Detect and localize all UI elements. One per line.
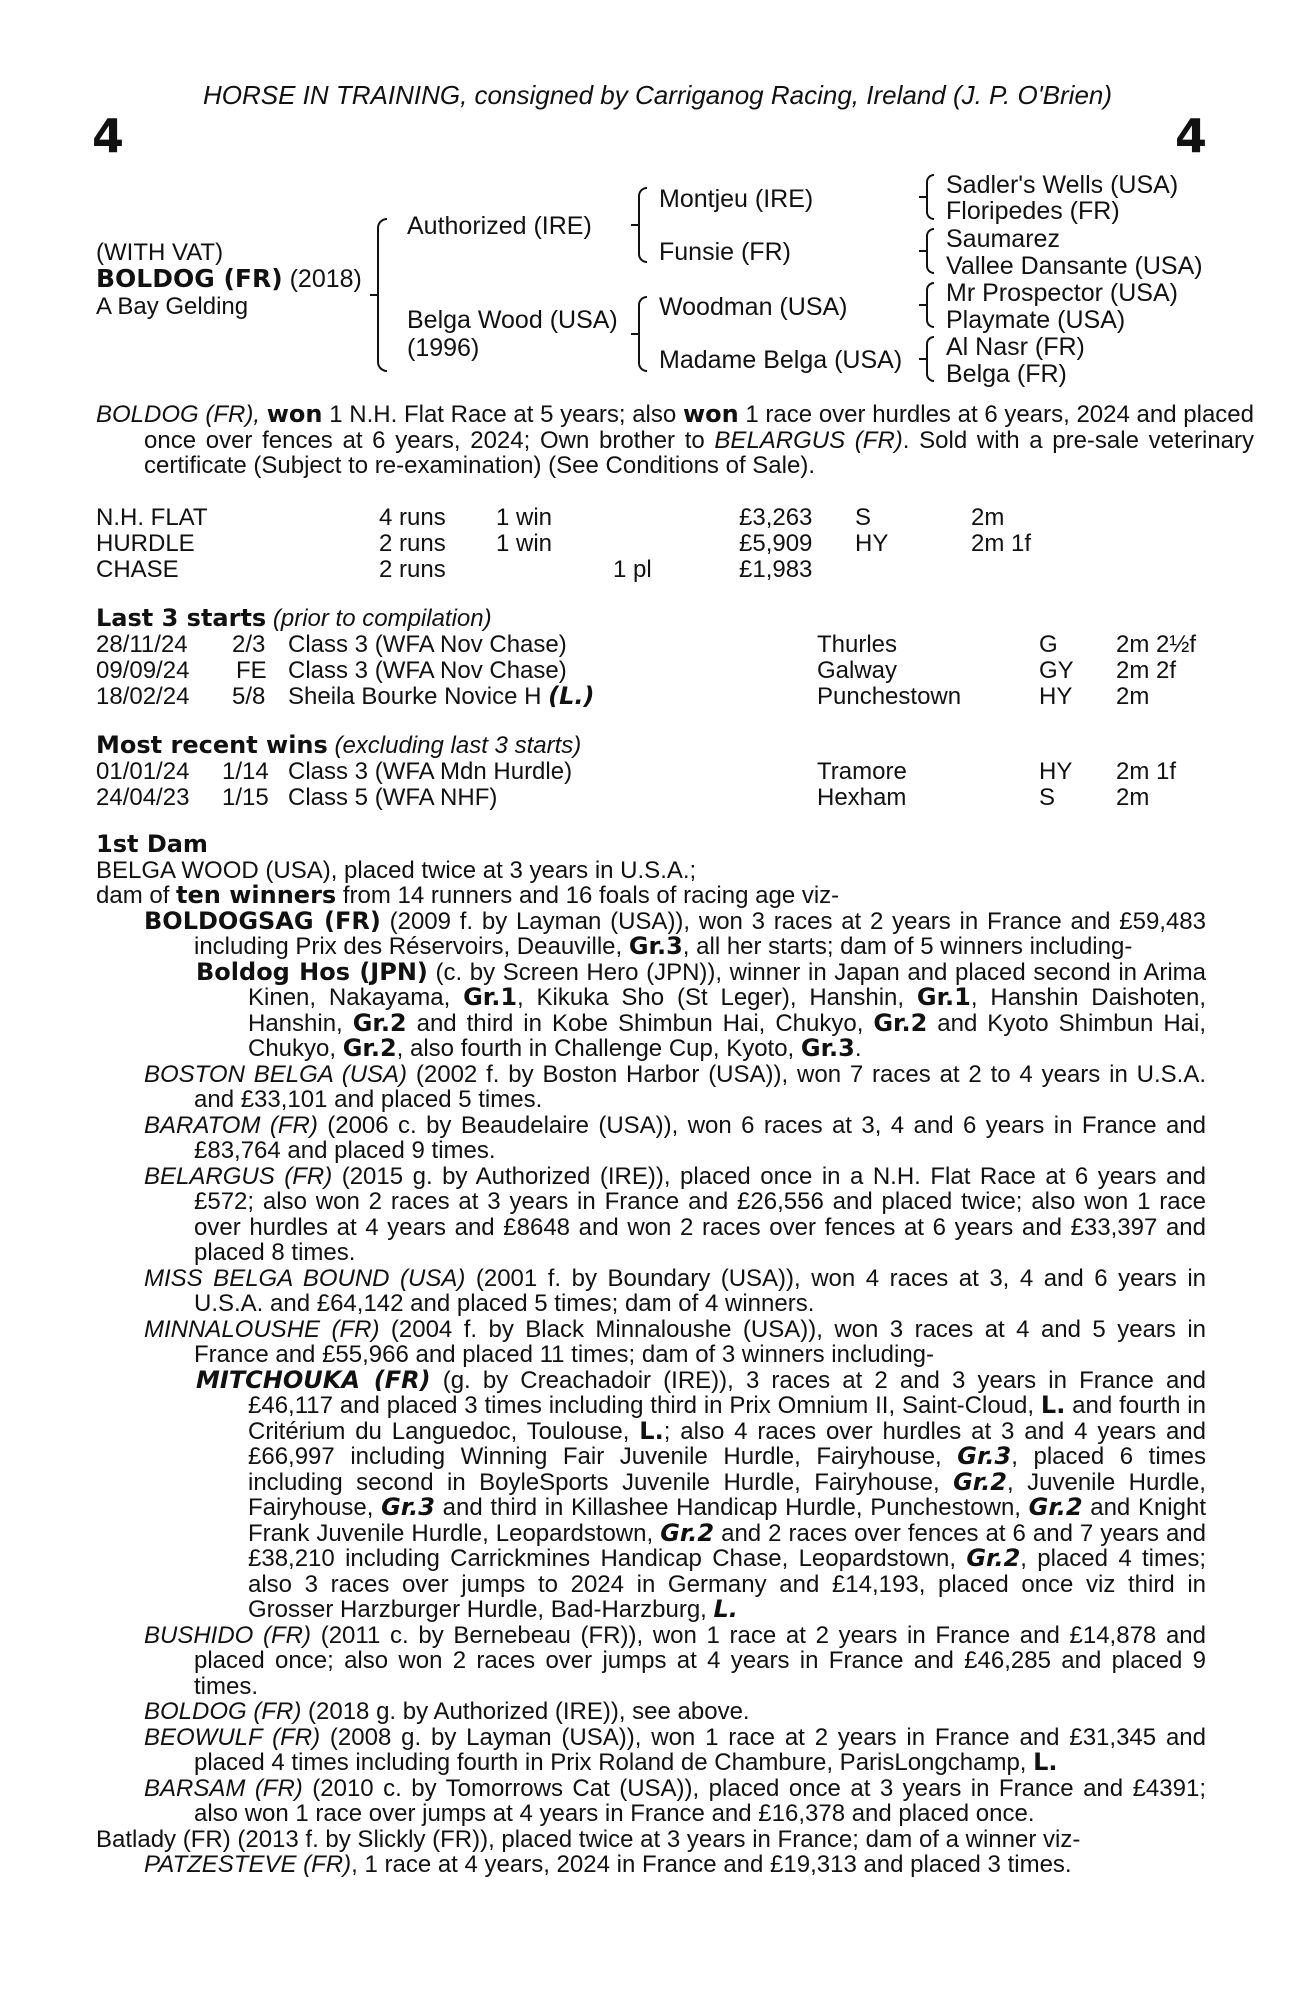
- lot-number-left: 4: [92, 109, 125, 163]
- pedigree-brace-1: [377, 218, 387, 372]
- sire-dam-dam: Vallee Dansante (USA): [946, 252, 1203, 280]
- produce-name: BOLDOG (FR): [144, 1698, 302, 1725]
- record-wins: 1 win: [496, 504, 553, 531]
- text: (2018 g. by Authorized (IRE)), see above.: [301, 1698, 750, 1725]
- listed-marker: L.: [1040, 1391, 1066, 1419]
- sire-sire: Montjeu (IRE): [659, 185, 814, 213]
- text: and third in Kobe Shimbun Hai, Chukyo,: [406, 1009, 874, 1037]
- pedigree-brace-dam: [638, 296, 647, 372]
- start-date: 09/09/24: [96, 657, 190, 684]
- first-dam-heading: 1st Dam: [96, 830, 208, 858]
- text: (2001 f. by Boundary (USA)), won 4 races at 3, 4 and 6 years in U.S.A. and £64,142 and placed 5 times; dam of 4 winners.: [194, 1264, 1206, 1317]
- start-going: GY: [1039, 657, 1074, 684]
- produce-entry: [96, 1317, 1206, 1368]
- record-type: CHASE: [96, 556, 179, 583]
- win-course: Tramore: [817, 758, 907, 785]
- text: and Kyoto Shimbun Hai, Chukyo,: [248, 1009, 1206, 1062]
- produce-entry: [96, 1699, 1206, 1725]
- text: from 14 runners and 16 foals of racing age viz-: [336, 882, 840, 909]
- text: , also fourth in Challenge Cup, Kyoto,: [396, 1035, 801, 1062]
- grade: Gr.1: [463, 983, 518, 1011]
- produce-name: BOLDOGSAG (FR): [144, 906, 381, 935]
- listed-marker: L.: [1033, 1748, 1058, 1776]
- text: (2002 f. by Boston Harbor (USA)), won 7 races at 2 to 4 years in U.S.A. and £33,101 and placed 5 times.: [194, 1060, 1206, 1113]
- lot-number-right: 4: [1174, 109, 1207, 163]
- win-position: 1/14: [222, 758, 269, 785]
- dam-produce-intro: [96, 883, 1206, 909]
- produce-name: Boldog Hos (JPN): [196, 957, 428, 986]
- horse-name: BOLDOG (FR): [96, 264, 283, 293]
- summary-won: won: [682, 400, 739, 428]
- text: (2008 g. by Layman (USA)), won 1 race at 2 years in France and £31,345 and placed 4 times including fourth in Prix Roland de Chambure, ParisLongchamp,: [194, 1723, 1206, 1776]
- summary-text: 1 race over hurdles at 6 years, 2024 and placed once over fences at 6 years, 2024; Own brother to: [144, 401, 1254, 454]
- text: , Juvenile Hurdle, Fairyhouse,: [248, 1468, 1206, 1521]
- dam: Belga Wood (USA): [407, 306, 618, 334]
- listed-marker: L.: [639, 1416, 664, 1445]
- win-distance: 2m 1f: [1116, 758, 1177, 785]
- produce-name: BOSTON BELGA (USA): [144, 1060, 408, 1088]
- record-type: HURDLE: [96, 530, 195, 557]
- text: , all her starts; dam of 5 winners including-: [682, 933, 1133, 960]
- start-going: HY: [1039, 683, 1073, 710]
- last-3-starts: [96, 606, 1216, 712]
- win-distance: 2m: [1116, 784, 1150, 811]
- pedigree-brace-sd: [926, 228, 934, 274]
- grade: Gr.3: [381, 1493, 435, 1521]
- text: ; also 4 races over hurdles at 3 and 4 years and £66,997 including Winning Fair Juvenile Hurdle, Fairyhouse,: [248, 1417, 1206, 1470]
- grade: Gr.2: [953, 1467, 1008, 1496]
- sire: Authorized (IRE): [407, 212, 592, 240]
- dam-dam: Madame Belga (USA): [659, 346, 903, 374]
- text: and 2 races over fences at 6 and 7 years and £38,210 including Carrickmines Handicap Chase, Leopardstown,: [248, 1519, 1206, 1572]
- win-race: Class 3 (WFA Mdn Hurdle): [288, 758, 573, 785]
- text: , 1 race at 4 years, 2024 in France and £19,313 and placed 3 times.: [351, 1851, 1072, 1878]
- section-note: (excluding last 3 starts): [334, 732, 582, 759]
- page-header: HORSE IN TRAINING, consigned by Carriganog Racing, Ireland (J. P. O'Brien): [202, 80, 1113, 110]
- text: (2006 c. by Beaudelaire (USA)), won 6 races at 3, 4 and 6 years in France and £83,764 and placed 9 times.: [194, 1111, 1207, 1164]
- grade: Gr.3: [957, 1442, 1012, 1470]
- summary-text: 1 N.H. Flat Race at 5 years; also: [322, 401, 683, 428]
- horse-title: [96, 266, 362, 292]
- text: (g. by Creachadoir (IRE)), 3 races at 2 and 3 years in France and £46,117 and placed 3 times including third in Prix Omnium II, Saint-Cloud,: [248, 1366, 1206, 1419]
- win-going: HY: [1039, 758, 1073, 785]
- produce-entry: [96, 1266, 1206, 1317]
- sire-dam: Funsie (FR): [659, 238, 791, 266]
- produce-entry: [96, 1852, 1206, 1878]
- grade: Gr.2: [966, 1544, 1021, 1572]
- win-course: Hexham: [817, 784, 907, 811]
- produce-entry: [96, 1164, 1206, 1266]
- record-runs: 2 runs: [379, 530, 446, 557]
- ten-winners: ten winners: [176, 881, 337, 909]
- start-date: 18/02/24: [96, 683, 190, 710]
- sire-sire-sire: Sadler's Wells (USA): [946, 171, 1179, 199]
- record-type: N.H. FLAT: [96, 504, 208, 531]
- listed-marker: L.: [713, 1595, 738, 1623]
- grade: Gr.2: [873, 1008, 928, 1037]
- win-race: Class 5 (WFA NHF): [288, 784, 498, 811]
- start-distance: 2m: [1116, 683, 1150, 710]
- text: and fourth in Critérium du Languedoc, Toulouse,: [248, 1392, 1206, 1445]
- dam-sire-dam: Playmate (USA): [946, 306, 1126, 334]
- text: , Hanshin Daishoten, Hanshin,: [248, 984, 1206, 1037]
- start-race: [288, 684, 594, 710]
- record-dist: 2m 1f: [971, 530, 1032, 557]
- produce-entry: [96, 1062, 1206, 1113]
- text: , placed 4 times; also 3 races over jumps to 2024 in Germany and £14,193, placed once viz third in Grosser Harzburger Hurdle, Bad-Harzburg,: [248, 1545, 1206, 1623]
- text: (2015 g. by Authorized (IRE)), placed once in a N.H. Flat Race at 6 years and £572; also won 2 races at 3 years in France and £26,556 and placed twice; also won 1 race over hurdles at 4 years and £8648 and won 2 races over fences at 6 years and £33,397 and placed 8 times.: [194, 1162, 1207, 1266]
- summary-paragraph: [96, 402, 1254, 479]
- text: (2011 c. by Bernebeau (FR)), won 1 race at 2 years in France and £14,878 and placed once; also won 2 races over jumps at 4 years in France and £46,285 and placed 9 times.: [194, 1621, 1206, 1700]
- pedigree-brace-dd: [926, 336, 934, 382]
- text: and third in Killashee Handicap Hurdle, Punchestown,: [435, 1494, 1029, 1521]
- produce-entry: [96, 1623, 1206, 1700]
- record-going: HY: [855, 530, 889, 557]
- produce-name: BUSHIDO (FR): [144, 1621, 312, 1649]
- start-distance: 2m 2f: [1116, 657, 1177, 684]
- grade: Gr.2: [660, 1518, 715, 1547]
- produce-entry: [96, 1776, 1206, 1827]
- most-recent-wins: [96, 733, 1216, 813]
- race-record-table: [96, 505, 1196, 585]
- dam-sire: Woodman (USA): [659, 293, 848, 321]
- grade: Gr.2: [1028, 1493, 1083, 1521]
- record-runs: 4 runs: [379, 504, 446, 531]
- dam-dam-dam: Belga (FR): [946, 360, 1067, 388]
- dam-sire-sire: Mr Prospector (USA): [946, 279, 1178, 307]
- win-date: 01/01/24: [96, 758, 190, 785]
- section-note: (prior to compilation): [272, 605, 492, 632]
- produce-name: MINNALOUSHE (FR): [144, 1315, 380, 1343]
- grade: Gr.1: [916, 983, 971, 1011]
- record-prize: £5,909: [739, 530, 813, 557]
- text: (c. by Screen Hero (JPN)), winner in Japan and placed second in Arima Kinen, Nakayama,: [248, 958, 1206, 1011]
- record-runs: 2 runs: [379, 556, 446, 583]
- produce-entry: [96, 1725, 1206, 1776]
- text: dam of: [96, 882, 177, 909]
- win-position: 1/15: [222, 784, 269, 811]
- recent-heading: [96, 733, 581, 759]
- text: (2010 c. by Tomorrows Cat (USA)), placed once at 3 years in France and £4391; also won 1 race over jumps at 4 years in France and £16,378 and placed once.: [194, 1774, 1206, 1827]
- dam-year: (1996): [407, 334, 480, 362]
- record-prize: £1,983: [739, 556, 813, 583]
- sire-sire-dam: Floripedes (FR): [946, 197, 1120, 225]
- record-going: S: [855, 504, 872, 531]
- win-date: 24/04/23: [96, 784, 190, 811]
- text: (2004 f. by Black Minnaloushe (USA)), won 3 races at 4 and 5 years in France and £55,966 and placed 11 times; dam of 3 winners including-: [194, 1315, 1207, 1368]
- dam-line: BELGA WOOD (USA), placed twice at 3 years in U.S.A.;: [96, 856, 697, 884]
- start-position: 2/3: [232, 631, 266, 658]
- horse-description: A Bay Gelding: [96, 293, 249, 320]
- start-course: Punchestown: [817, 683, 962, 710]
- record-prize: £3,263: [739, 504, 813, 531]
- record-wins: 1 win: [496, 530, 553, 557]
- produce-name: BEOWULF (FR): [144, 1723, 321, 1751]
- start-position: FE: [236, 657, 267, 684]
- summary-horse-name: BOLDOG (FR),: [96, 401, 261, 428]
- produce-entry: [96, 1365, 1207, 1623]
- start-course: Galway: [817, 657, 898, 684]
- summary-text: . Sold with a pre-sale veterinary certificate (Subject to re-examination) (See Conditions of Sale).: [144, 426, 1255, 479]
- grade: Gr.3: [800, 1034, 855, 1062]
- first-dam-section: [96, 832, 1206, 1878]
- produce-entry: [96, 1113, 1206, 1164]
- summary-won: won: [266, 400, 323, 428]
- start-race: Class 3 (WFA Nov Chase): [288, 631, 567, 658]
- pedigree-brace-ds: [926, 282, 934, 328]
- start-position: 5/8: [232, 683, 266, 710]
- last-3-heading: [96, 606, 492, 632]
- produce-entry: [96, 906, 1206, 960]
- grade: Gr.2: [352, 1008, 407, 1037]
- start-going: G: [1039, 631, 1058, 658]
- produce-name: MISS BELGA BOUND (USA): [144, 1264, 466, 1292]
- vat-note: (WITH VAT): [96, 239, 224, 266]
- summary-brother: BELARGUS (FR): [714, 426, 903, 454]
- grade: Gr.3: [628, 932, 683, 960]
- text: .: [854, 1035, 862, 1062]
- produce-name: MITCHOUKA (FR): [196, 1365, 431, 1394]
- produce-name: BELARGUS (FR): [144, 1162, 333, 1190]
- dam-dam-sire: Al Nasr (FR): [946, 333, 1085, 361]
- win-going: S: [1039, 784, 1056, 811]
- section-title: Last 3 starts: [96, 604, 267, 632]
- produce-entry: [96, 957, 1206, 1062]
- record-placed: 1 pl: [613, 556, 652, 583]
- race-name: Sheila Bourke Novice H: [288, 683, 542, 710]
- start-distance: 2m 2½f: [1116, 631, 1197, 658]
- start-course: Thurles: [817, 631, 898, 658]
- text: , placed 6 times including second in BoyleSports Juvenile Hurdle, Fairyhouse,: [248, 1443, 1207, 1496]
- text: , Kikuka Sho (St Leger), Hanshin,: [517, 984, 917, 1011]
- produce-name: PATZESTEVE (FR): [144, 1851, 352, 1878]
- produce-name: BARSAM (FR): [144, 1774, 303, 1802]
- pedigree-brace-sire: [638, 187, 647, 263]
- section-title: Most recent wins: [96, 731, 328, 759]
- record-dist: 2m: [971, 504, 1005, 531]
- produce-name: BARATOM (FR): [144, 1111, 318, 1139]
- start-date: 28/11/24: [96, 631, 188, 658]
- sire-dam-sire: Saumarez: [946, 225, 1060, 253]
- produce-entry: Batlady (FR) (2013 f. by Slickly (FR)), placed twice at 3 years in France; dam of a winner viz-: [96, 1825, 1081, 1853]
- text: and Knight Frank Juvenile Hurdle, Leopardstown,: [248, 1494, 1206, 1547]
- horse-year: (2018): [289, 265, 362, 293]
- race-grade: (L.): [548, 682, 595, 710]
- grade: Gr.2: [342, 1034, 397, 1062]
- text: (2009 f. by Layman (USA)), won 3 races at 2 years in France and £59,483 including Prix des Réservoirs, Deauville,: [194, 907, 1206, 960]
- start-race: Class 3 (WFA Nov Chase): [288, 657, 567, 684]
- pedigree-brace-ss: [926, 174, 934, 220]
